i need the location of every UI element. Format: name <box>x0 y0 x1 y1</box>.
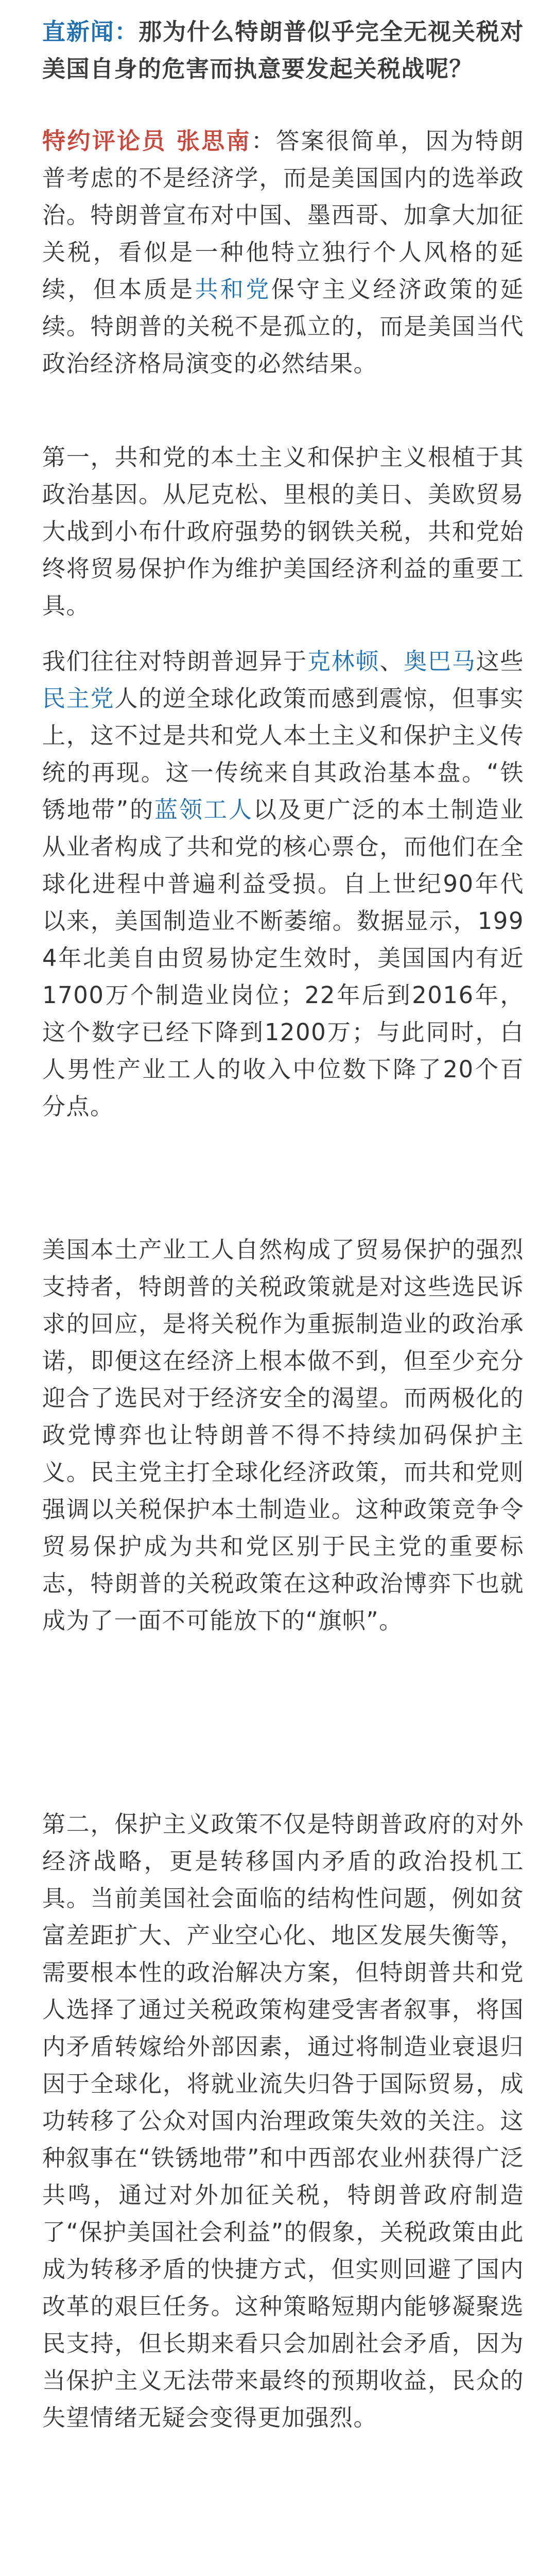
answer-paragraph <box>42 123 524 382</box>
answer-colon: ： <box>251 127 276 155</box>
link-clinton[interactable]: 克林顿 <box>307 648 380 675</box>
link-republican-party[interactable]: 共和党 <box>195 276 271 303</box>
paragraph-text: 第二，保护主义政策不仅是特朗普政府的对外经济战略，更是转移国内矛盾的政治投机工具。当前美国社会面临的结构性问题，例如贫富差距扩大、产业空心化、地区发展失衡等，需要根本性的政治解决方案，但特朗普共和党人选择了通过关税政策构建受害者叙事，将国内矛盾转嫁给外部因素，通过将制造业衰退归因于全球化，将就业流失归咎于国际贸易，成功转移了公众对国内治理政策失效的关注。这种叙事在“铁锈地带”和中西部农业州获得广泛共鸣，通过对外加征关税，特朗普政府制造了“保护美国社会利益”的假象，关税政策由此成为转移矛盾的快捷方式，但实则回避了国内改革的艰巨任务。这种策略短期内能够凝聚选民支持，但长期来看只会加剧社会矛盾，因为当保护主义无法带来最终的预期收益，民众的失望情绪无疑会变得更加强烈。 <box>42 1810 524 2431</box>
paragraph-text-4: 人的逆全球化政策而感到震惊，但事实上，这不过是共和党人本土主义和保护主义传统的再现。这一传统来自其政治基本盘。“铁锈地带”的 <box>42 685 524 823</box>
paragraph-history <box>42 643 524 1125</box>
question-label: 直新闻： <box>42 18 139 45</box>
link-blue-collar-workers[interactable]: 蓝领工人 <box>154 796 253 823</box>
paragraph-text-1: 我们往往对特朗普迥异于 <box>42 648 307 675</box>
paragraph-text: 美国本土产业工人自然构成了贸易保护的强烈支持者，特朗普的关税政策就是对这些选民诉求的回应，是将关税作为重振制造业的政治承诺，即便这在经济上根本做不到，但至少充分迎合了选民对于经济安全的渴望。而两极化的政党博弈也让特朗普不得不持续加码保护主义。民主党主打全球化经济政策，而共和党则强调以关税保护本土制造业。这种政策竞争令贸易保护成为共和党区别于民主党的重要标志，特朗普的关税政策在这种政治博弈下也就成为了一面不可能放下的“旗帜”。 <box>42 1236 524 1634</box>
paragraph-text-2: 、 <box>379 648 404 675</box>
paragraph-first-point <box>42 439 524 624</box>
question-text: 那为什么特朗普似乎完全无视关税对美国自身的危害而执意要发起关税战呢？ <box>42 18 524 82</box>
paragraph-industrial-workers <box>42 1231 524 1639</box>
answer-text-2: 保守主义经济政策的延续。特朗普的关税不是孤立的，而是美国当代政治经济格局演变的必然结果。 <box>42 276 524 377</box>
paragraph-text: 第一，共和党的本土主义和保护主义根植于其政治基因。从尼克松、里根的美日、美欧贸易大战到小布什政府强势的钢铁关税，共和党始终将贸易保护作为维护美国经济利益的重要工具。 <box>42 444 524 619</box>
paragraph-second-point <box>42 1806 524 2436</box>
question-paragraph <box>42 13 524 88</box>
answer-text-1: 答案很简单，因为特朗普考虑的不是经济学，而是美国国内的选举政治。特朗普宣布对中国、墨西哥、加拿大加征关税，看似是一种他特立独行个人风格的延续，但本质是 <box>42 127 524 303</box>
paragraph-text-3: 这些 <box>476 648 524 675</box>
paragraph-text-5: 以及更广泛的本土制造业从业者构成了共和党的核心票仓，而他们在全球化进程中普遍利益受损。自上世纪90年代以来，美国制造业不断萎缩。数据显示，1994年北美自由贸易协定生效时，美国国内有近1700万个制造业岗位；22年后到2016年，这个数字已经下降到1200万；与此同时，白人男性产业工人的收入中位数下降了20个百分点。 <box>42 796 524 1120</box>
commentator-label: 特约评论员 张思南 <box>42 127 251 155</box>
link-obama[interactable]: 奥巴马 <box>404 648 476 675</box>
link-democratic-party[interactable]: 民主党 <box>42 685 115 712</box>
